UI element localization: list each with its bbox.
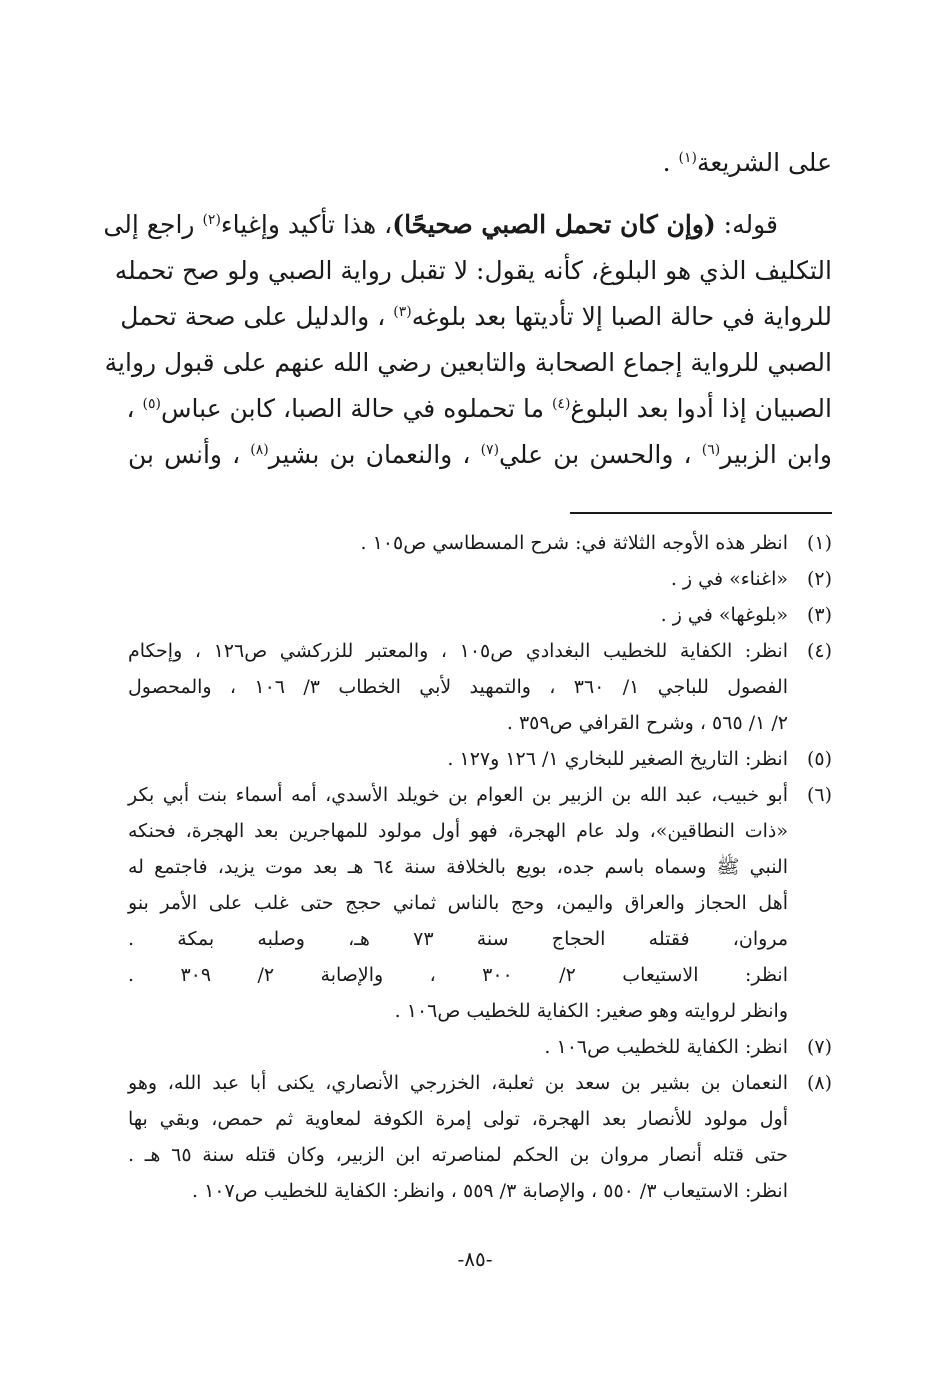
footnote-number: (٤) [806,640,832,662]
main-paragraph [103,202,833,478]
footnote-line: أول مولود للأنصار بعد الهجرة، تولى إمرة الكوفة لمعاوية ثم حمص، وبقي بها [128,1108,788,1130]
footnote-3 [128,597,832,633]
footnote-number: (٥) [806,748,832,770]
footnote-7 [128,1029,832,1065]
footnote-number: (٣) [806,604,832,626]
footnote-body [128,741,788,777]
main-text-segment: التكليف الذي هو البلوغ، كأنه يقول: لا تقبل رواية الصبي ولو صح تحمله [114,256,832,285]
main-line-6 [128,386,832,432]
footnote-ref: (٤) [551,396,571,412]
footnote-line: مروان، فقتله الحجاج سنة ٧٣ هـ، وصلبه بمكة . [128,928,788,950]
footnote-body [128,1029,788,1065]
main-text-segment: الصبيان إذا أدوا بعد البلوغ [570,394,832,423]
footnote-number: (٢) [806,568,832,590]
main-line-1-end: . [662,148,679,177]
footnote-ref: (٨) [250,442,269,458]
main-text-segment: راجع إلى [103,210,203,239]
page-number: -٨٥- [457,1247,493,1271]
footnote-separator [570,512,832,514]
footnotes [128,525,832,1209]
footnote-line: النعمان بن بشير بن سعد بن ثعلبة، الخزرجي الأنصاري، يكنى أبا عبد الله، وهو [128,1072,788,1094]
footnote-line: انظر: الاستيعاب ٣/ ٥٥٠ ، والإصابة ٣/ ٥٥٩ ، وانظر: الكفاية للخطيب ص١٠٧ . [191,1180,788,1202]
footnote-body [128,597,788,633]
footnote-body [128,777,788,1029]
main-text-segment: للرواية في حالة الصبا إلا تأديتها بعد بلوغه [411,302,832,331]
main-text-segment: ، والنعمان بن بشير [268,440,481,469]
footnote-line: وانظر لروايته وهو صغير: الكفاية للخطيب ص١٠٦ . [394,1000,788,1022]
footnote-line: انظر: الكفاية للخطيب البغدادي ص١٠٥ ، والمعتبر للزركشي ص١٢٦ ، وإحكام [128,640,788,662]
footnote-line: حتى قتله أنصار مروان بن الحكم لمناصرته ابن الزبير، وكان قتله سنة ٦٥ هـ . [128,1144,788,1166]
main-line-1 [128,140,832,186]
footnote-line: أهل الحجاز والعراق واليمن، وحج بالناس ثماني حجج حتى غلب على الأمر بنو [128,892,788,914]
main-line-5 [104,340,832,386]
footnote-line: «اغناء» في ز . [670,568,788,590]
footnote-line: «ذات النطاقين»، ولد عام الهجرة، فهو أول مولود للمهاجرين بعد الهجرة، فحنكه [128,820,788,842]
main-text-segment: ، وأنس بن [128,440,251,469]
footnote-body [128,633,788,741]
main-line-7 [128,432,832,478]
footnote-2 [128,561,832,597]
footnote-line: انظر: الاستيعاب ٢/ ٣٠٠ ، والإصابة ٢/ ٣٠٩ . [128,964,788,986]
footnote-ref: (٥) [142,396,162,412]
footnote-ref: (٣) [393,304,412,320]
main-line-1-text: على الشريعة [696,148,832,177]
quoted-matn: (وإن كان تحمل الصبي صحيحًا) [392,210,716,239]
footnote-line: انظر: التاريخ الصغير للبخاري ١/ ١٢٦ و١٢٧ . [447,748,788,770]
footnote-number: (٨) [806,1072,832,1094]
main-text-segment: ، [126,394,143,423]
footnote-4 [128,633,832,741]
footnote-line: ٢/ ١/ ٥٦٥ ، وشرح القرافي ص٣٥٩ . [506,712,788,734]
footnote-body [128,525,788,561]
footnote-line: الفصول للباجي ١/ ٣٦٠ ، والتمهيد لأبي الخطاب ٣/ ١٠٦ ، والمحصول [128,676,788,698]
footnote-line: انظر: الكفاية للخطيب ص١٠٦ . [544,1036,788,1058]
footnote-number: (٦) [806,784,832,806]
main-text [103,140,833,478]
footnote-line: أبو خبيب، عبد الله بن الزبير بن العوام بن خويلد الأسدي، أمه أسماء بنت أبي بكر [128,784,788,806]
footnote-8 [128,1065,832,1209]
footnote-number: (١) [806,532,832,554]
footnote-ref: (١) [678,150,697,166]
main-text-segment: ، والدليل على صحة تحمل [120,302,394,331]
footnote-line: النبي ﷺ وسماه باسم جده، بويع بالخلافة سنة ٦٤ هـ بعد موت يزيد، فاجتمع له [128,856,788,878]
main-text-segment: ما تحملوه في حالة الصبا، كابن عباس [161,394,552,423]
footnote-line: انظر هذه الأوجه الثلاثة في: شرح المسطاسي ص١٠٥ . [360,532,788,554]
footnote-ref: (٢) [202,212,221,228]
footnote-number: (٧) [806,1036,832,1058]
footnote-body [128,1065,788,1209]
main-line-2 [103,202,832,248]
main-text-segment: قوله: [715,210,778,239]
footnote-body [128,561,788,597]
footnote-1 [128,525,832,561]
footnote-ref: (٧) [480,442,500,458]
main-line-4 [120,294,832,340]
footnote-ref: (٦) [701,442,721,458]
main-line-3 [114,248,832,294]
footnote-5 [128,741,832,777]
main-text-segment: وابن الزبير [720,440,833,469]
main-text-segment: ، هذا تأكيد وإغياء [220,210,393,239]
footnote-6 [128,777,832,1029]
main-text-segment: ، والحسن بن علي [499,440,702,469]
footnote-line: «بلوغها» في ز . [660,604,788,626]
main-text-segment: الصبي للرواية إجماع الصحابة والتابعين رضي الله عنهم على قبول رواية [104,348,832,377]
